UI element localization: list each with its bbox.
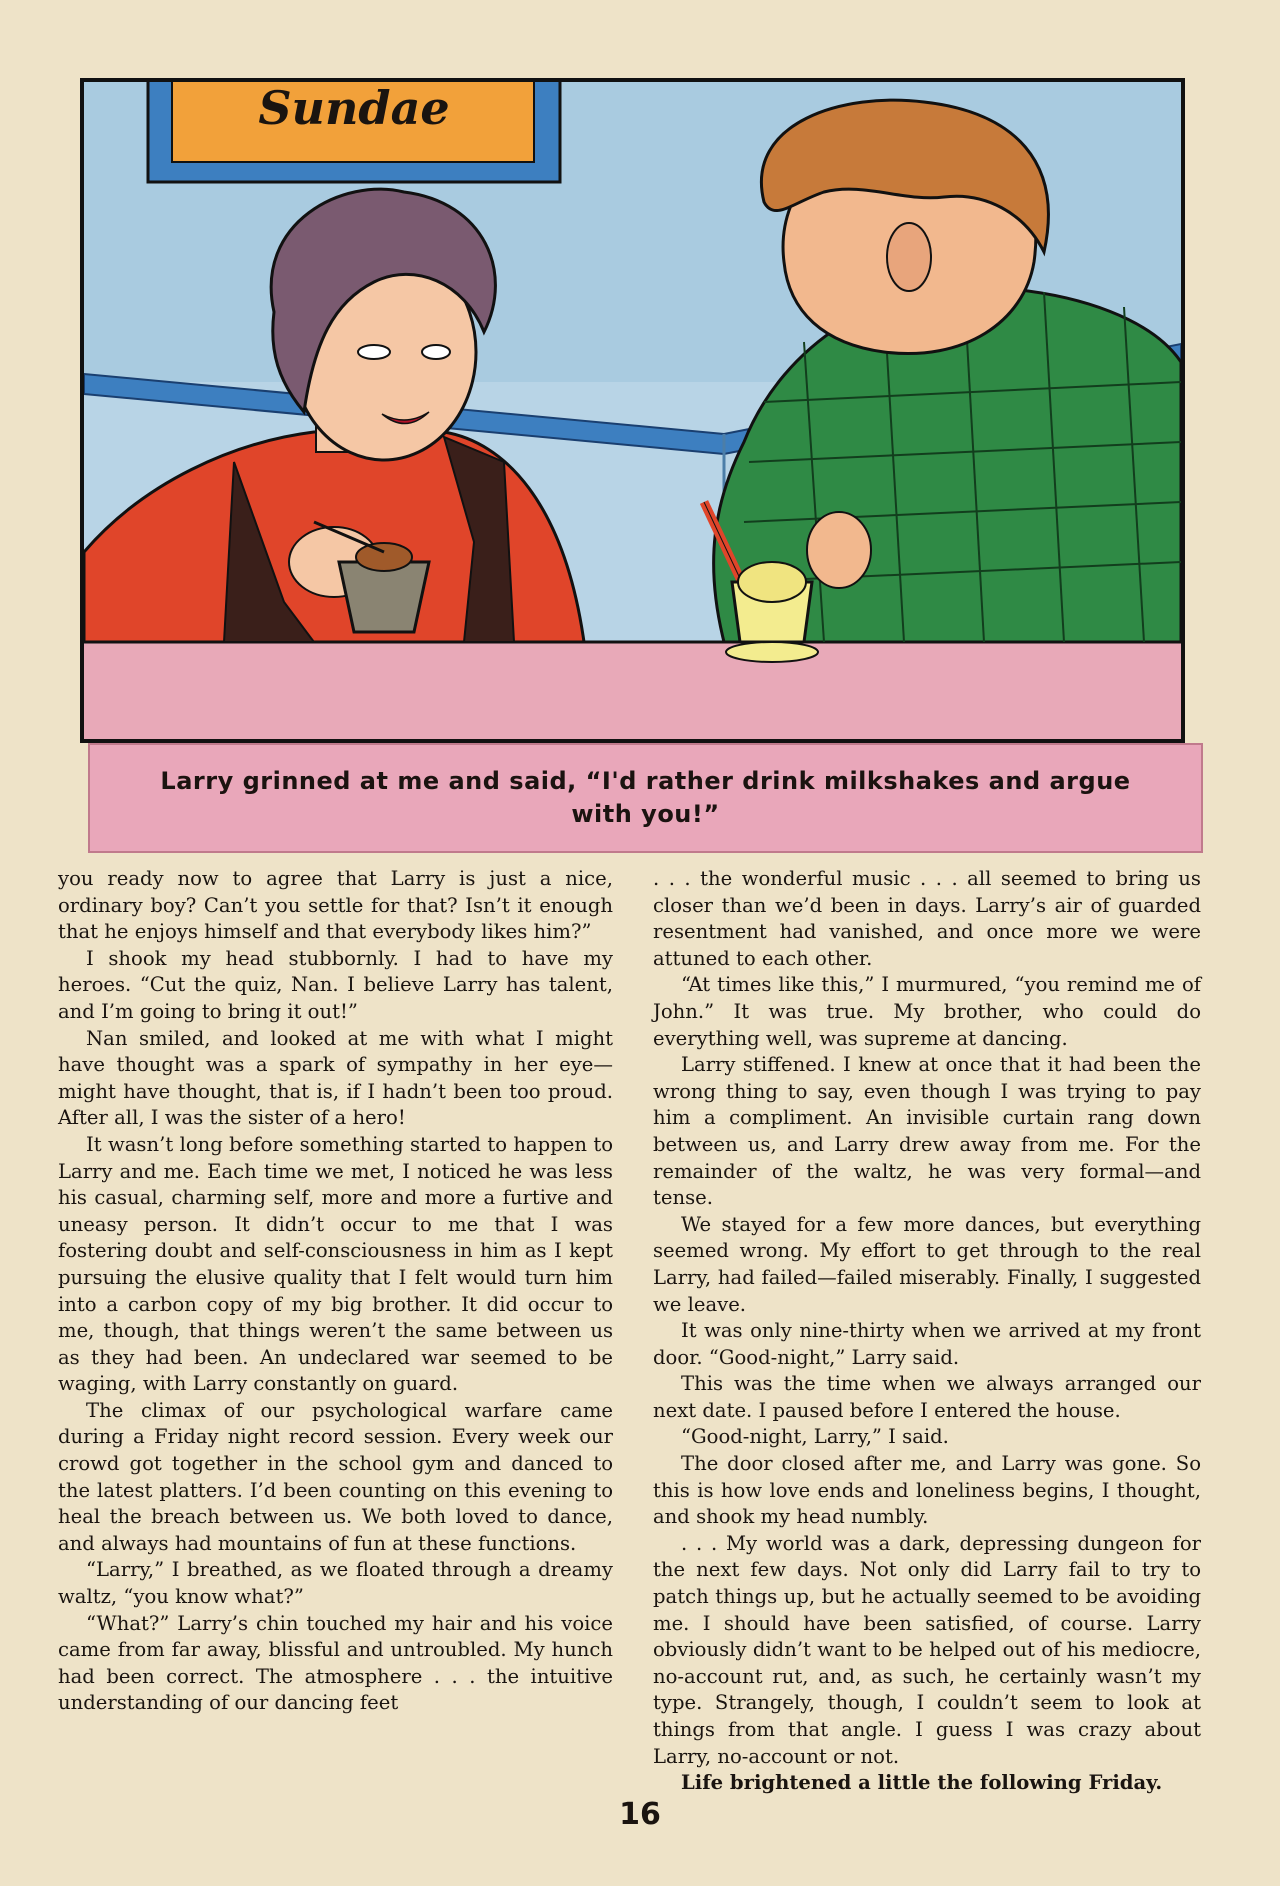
paragraph: I shook my head stubbornly. I had to have my heroes. “Cut the quiz, Nan. I believe Larry has talent, and I’m going to bring it out!” bbox=[58, 946, 613, 1023]
page-number: 16 bbox=[619, 1797, 661, 1832]
illustration-panel bbox=[80, 78, 1185, 743]
paragraph: We stayed for a few more dances, but everything seemed wrong. My effort to get through to the real Larry, had failed—failed miserably. Finally, I suggested we leave. bbox=[653, 1212, 1201, 1316]
left-text-column bbox=[58, 866, 613, 1717]
paragraph: “What?” Larry’s chin touched my hair and his voice came from far away, blissful and untroubled. My hunch had been correct. The atmosphere . . . the intuitive understanding of our dancing feet bbox=[58, 1611, 613, 1715]
paragraph: It was only nine-thirty when we arrived at my front door. “Good-night,” Larry said. bbox=[653, 1319, 1201, 1369]
paragraph: It wasn’t long before something started to happen to Larry and me. Each time we met, I noticed he was less his casual, charming self, more and more a furtive and uneasy person. It didn’t occur to me that I was fostering doubt and self-consciousness in him as I kept pursuing the elusive quality that I felt would turn him into a carbon copy of my big brother. It did occur to me, though, that things weren’t the same between us as they had been. An undeclared war seemed to be waging, with Larry constantly on guard. bbox=[58, 1132, 613, 1396]
paragraph: you ready now to agree that Larry is just a nice, ordinary boy? Can’t you settle for that? Isn’t it enough that he enjoys himself and that everybody likes him?” bbox=[58, 867, 613, 944]
caption-box bbox=[88, 743, 1203, 853]
paragraph: “Good-night, Larry,” I said. bbox=[681, 1425, 949, 1449]
caption-text bbox=[160, 765, 1130, 831]
paragraph: “Larry,” I breathed, as we floated through a dreamy waltz, “you know what?” bbox=[58, 1558, 613, 1609]
paragraph: “At times like this,” I murmured, “you remind me of John.” It was true. My brother, who could do everything well, was supreme at dancing. bbox=[653, 973, 1201, 1050]
paragraph: This was the time when we always arranged our next date. I paused before I entered the house. bbox=[653, 1372, 1201, 1422]
soda-fountain-illustration bbox=[84, 82, 1181, 739]
sundae-sign bbox=[148, 82, 560, 182]
paragraph: Nan smiled, and looked at me with what I might have thought was a spark of sympathy in her eye—might have thought, that is, if I hadn’t been too proud. After all, I was the sister of a hero! bbox=[58, 1026, 613, 1130]
paragraph: The door closed after me, and Larry was gone. So this is how love ends and loneliness begins, I thought, and shook my head numbly. bbox=[653, 1452, 1201, 1529]
paragraph: Life brightened a little the following Friday. bbox=[681, 1771, 1163, 1795]
caption-line-1: Larry grinned at me and said, “I'd rather drink milkshakes and argue bbox=[160, 767, 1131, 795]
paragraph: . . . the wonderful music . . . all seemed to bring us closer than we’d been in days. Larry’s air of guarded resentment had vanished, and once more we were attuned to each other. bbox=[653, 867, 1201, 970]
right-text-column bbox=[653, 866, 1201, 1797]
sign-text: Sundae bbox=[258, 82, 450, 135]
paragraph: . . . My world was a dark, depressing dungeon for the next few days. Not only did Larry fail to try to patch things up, but he actually seemed to be avoiding me. I should have been satisfied, of course. Larry obviously didn’t want to be helped out of his mediocre, no-account rut, and, as such, he certainly wasn’t my type. Strangely, though, I couldn’t seem to look at things from that angle. I guess I was crazy about Larry, no-account or not. bbox=[653, 1531, 1201, 1768]
caption-line-2: with you!” bbox=[571, 800, 720, 828]
paragraph: Larry stiffened. I knew at once that it had been the wrong thing to say, even though I was trying to pay him a compliment. An invisible curtain rang down between us, and Larry drew away from me. For the remainder of the waltz, he was very formal—and tense. bbox=[653, 1053, 1201, 1210]
paragraph: The climax of our psychological warfare came during a Friday night record session. Every week our crowd got together in the school gym and danced to the latest platters. I’d been counting on this evening to heal the breach between us. We both loved to dance, and always had mountains of fun at these functions. bbox=[58, 1398, 613, 1555]
